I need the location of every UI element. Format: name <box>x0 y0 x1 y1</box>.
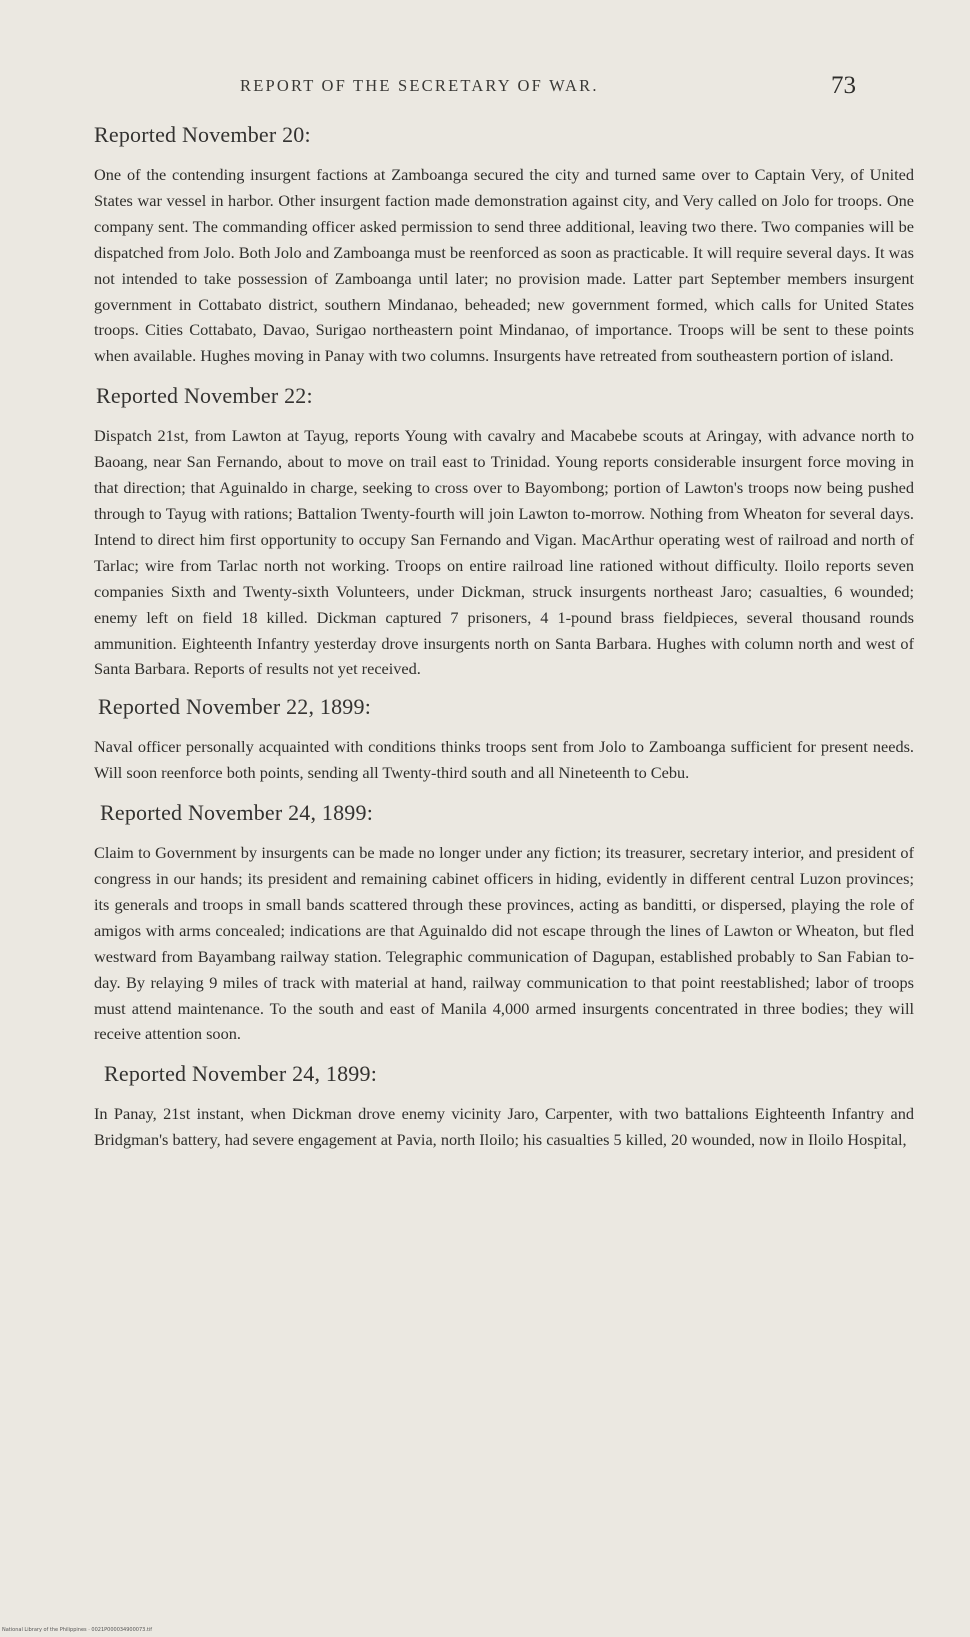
page-number: 73 <box>831 72 856 99</box>
report-section <box>94 694 914 786</box>
section-heading: Reported November 22, 1899: <box>98 694 372 720</box>
section-paragraph: Naval officer personally acquainted with conditions thinks troops sent from Jolo to Zamboanga sufficient for present needs. Will soon reenforce both points, sending all Twenty-third south and all Nineteenth to Cebu. <box>94 737 914 783</box>
report-section <box>94 1061 914 1153</box>
section-paragraph: Dispatch 21st, from Lawton at Tayug, reports Young with cavalry and Macabebe scouts at Aringay, with advance north to Baoang, near San Fernando, about to move on trail east to Trinidad. Young reports considerable insurgent force moving in that direction; that Aguinaldo in charge, seeking to cross over to Bayombong; portion of Lawton's troops now being pushed through to Tayug with rations; Battalion Twenty-fourth will join Lawton to-morrow. Nothing from Wheaton for several days. Intend to direct him first opportunity to occupy San Fernando and Vigan. MacArthur operating west of railroad and north of Tarlac; wire from Tarlac north not working. Troops on entire railroad line rationed without difficulty. Iloilo reports seven companies Sixth and Twenty-sixth Volunteers, under Dickman, struck insurgents northeast Jaro; casualties, 6 wounded; enemy left on field 18 killed. Dickman captured 7 prisoners, 4 1-pound brass fieldpieces, several thousand rounds ammunition. Eighteenth Infantry yesterday drove insurgents north on Santa Barbara. Hughes with column north and west of Santa Barbara. Reports of results not yet received. <box>94 426 914 679</box>
report-section <box>94 383 914 682</box>
page-body <box>94 122 914 1153</box>
section-paragraph: Claim to Government by insurgents can be made no longer under any fiction; its treasurer, secretary interior, and president of congress in our hands; its president and remaining cabinet officers in hiding, evidently in different central Luzon provinces; its generals and troops in small bands scattered through these provinces, acting as banditti, or dispersed, playing the role of amigos with arms concealed; indications are that Aguinaldo did not escape through the lines of Lawton or Wheaton, but fled westward from Bayambang railway station. Telegraphic communication of Dagupan, established probably to San Fabian to-day. By relaying 9 miles of track with material at hand, railway communication to that point reestablished; labor of troops must attend maintenance. To the south and east of Manila 4,000 armed insurgents concentrated in three bodies; they will receive attention soon. <box>94 843 914 1044</box>
running-title: REPORT OF THE SECRETARY OF WAR. <box>240 76 599 95</box>
running-head <box>240 72 910 102</box>
report-section <box>94 122 914 369</box>
section-heading: Reported November 24, 1899: <box>104 1061 378 1087</box>
section-paragraph: One of the contending insurgent factions at Zamboanga secured the city and turned same over to Captain Very, of United States war vessel in harbor. Other insurgent faction made demonstration against city, and Very called on Jolo for troops. One company sent. The commanding officer asked permission to send three additional, leaving two there. Two companies will be dispatched from Jolo. Both Jolo and Zamboanga must be reenforced as soon as practicable. It will require several days. It was not intended to take possession of Zamboanga until later; no provision made. Latter part September members insurgent government in Cottabato district, southern Mindanao, beheaded; new government formed, which calls for United States troops. Cities Cottabato, Davao, Surigao northeastern point Mindanao, of importance. Troops will be sent to these points when available. Hughes moving in Panay with two columns. Insurgents have retreated from southeastern portion of island. <box>94 165 914 366</box>
report-section <box>94 800 914 1047</box>
section-heading: Reported November 24, 1899: <box>100 800 374 826</box>
section-heading: Reported November 20: <box>94 122 311 147</box>
scan-footer: National Library of the Philippines · 0021P000034900073.tif <box>2 1627 153 1633</box>
section-heading: Reported November 22: <box>96 383 313 409</box>
section-paragraph: In Panay, 21st instant, when Dickman drove enemy vicinity Jaro, Carpenter, with two battalions Eighteenth Infantry and Bridgman's battery, had severe engagement at Pavia, north Iloilo; his casualties 5 killed, 20 wounded, now in Iloilo Hospital, <box>94 1104 914 1150</box>
